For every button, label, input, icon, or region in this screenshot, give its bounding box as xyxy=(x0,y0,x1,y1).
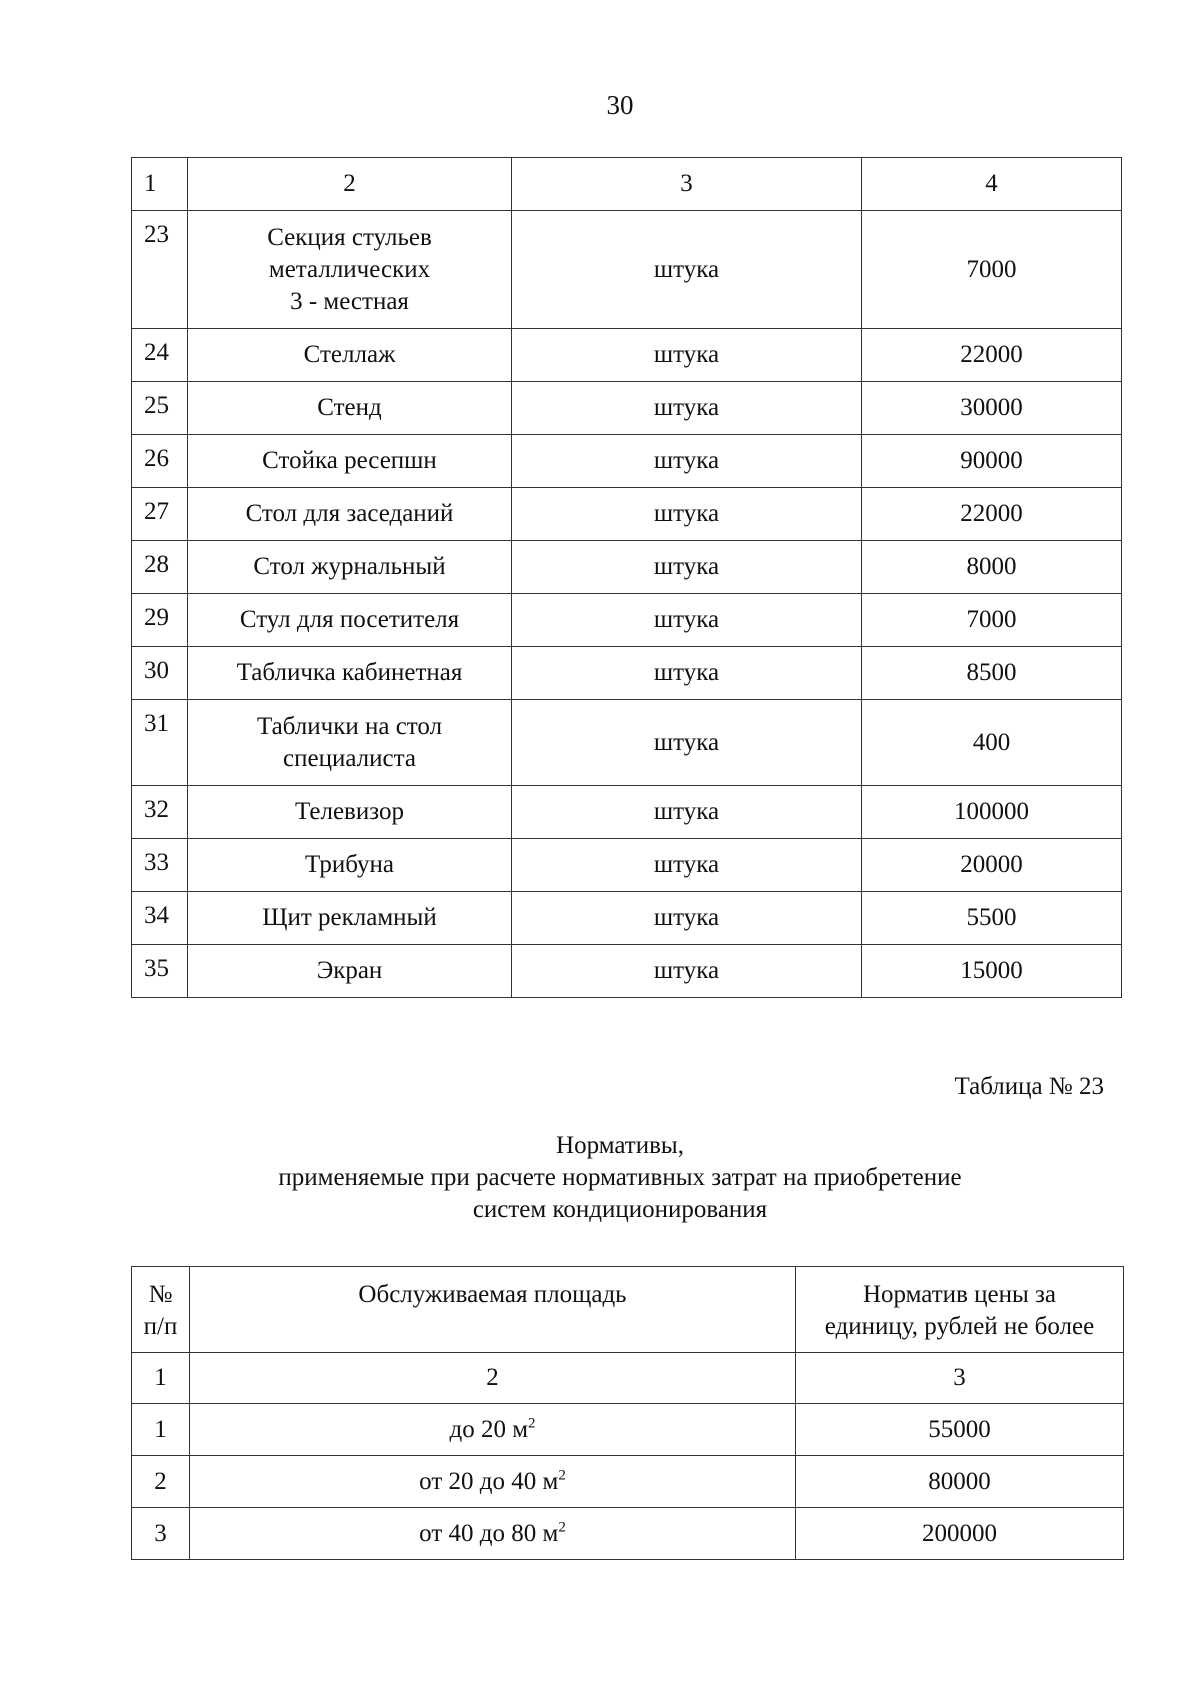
item-unit: штука xyxy=(512,945,862,998)
item-price: 15000 xyxy=(862,945,1122,998)
item-price: 20000 xyxy=(862,839,1122,892)
table-row xyxy=(132,382,1122,435)
item-name-line: Телевизор xyxy=(295,798,404,825)
item-price: 8000 xyxy=(862,541,1122,594)
table-row xyxy=(132,541,1122,594)
item-unit: штука xyxy=(512,211,862,329)
item-price: 22000 xyxy=(862,329,1122,382)
item-unit: штука xyxy=(512,382,862,435)
item-name xyxy=(188,647,512,700)
item-name-line: Стол журнальный xyxy=(253,553,446,580)
table-row xyxy=(132,839,1122,892)
table-title-line: Нормативы, xyxy=(556,1132,684,1159)
table-header-row xyxy=(132,1267,1124,1353)
item-unit: штука xyxy=(512,541,862,594)
item-name xyxy=(188,839,512,892)
row-number: 25 xyxy=(132,382,188,435)
item-name-line: металлических xyxy=(268,255,431,283)
row-number: 3 xyxy=(132,1508,190,1560)
item-name-line: Стеллаж xyxy=(303,341,396,368)
unit-exponent: 2 xyxy=(528,1415,536,1432)
row-number: 26 xyxy=(132,435,188,488)
item-name xyxy=(188,945,512,998)
numbering-cell: 2 xyxy=(190,1353,796,1404)
table-row xyxy=(132,329,1122,382)
table-row xyxy=(132,594,1122,647)
item-price: 90000 xyxy=(862,435,1122,488)
item-name xyxy=(188,541,512,594)
page-number: 30 xyxy=(606,90,634,120)
table-row xyxy=(132,700,1122,786)
price-norm: 200000 xyxy=(796,1508,1124,1560)
header-cell: 3 xyxy=(512,158,862,211)
item-name xyxy=(188,488,512,541)
row-number: 28 xyxy=(132,541,188,594)
item-unit: штука xyxy=(512,700,862,786)
served-area-text: до 20 м xyxy=(449,1415,529,1443)
header-text: единицу, рублей не более xyxy=(824,1313,1095,1340)
item-unit: штука xyxy=(512,488,862,541)
header-cell: 2 xyxy=(188,158,512,211)
row-number: 1 xyxy=(132,1404,190,1456)
item-price: 400 xyxy=(862,700,1122,786)
item-unit: штука xyxy=(512,647,862,700)
table-title-line: систем кондиционирования xyxy=(472,1196,768,1223)
furniture-price-table xyxy=(131,157,1122,998)
table-title xyxy=(0,1130,1200,1226)
table-row xyxy=(132,1456,1124,1508)
row-number: 31 xyxy=(132,700,188,786)
item-name xyxy=(188,700,512,786)
price-norm: 55000 xyxy=(796,1404,1124,1456)
served-area xyxy=(190,1456,796,1508)
item-name-line: Таблички на стол xyxy=(256,712,443,740)
table-row xyxy=(132,211,1122,329)
table-row xyxy=(132,945,1122,998)
item-name xyxy=(188,786,512,839)
numbering-cell: 3 xyxy=(796,1353,1124,1404)
item-name xyxy=(188,329,512,382)
row-number: 24 xyxy=(132,329,188,382)
header-text: № xyxy=(148,1281,173,1308)
unit-exponent: 2 xyxy=(558,1519,566,1536)
item-name-line: Щит рекламный xyxy=(262,904,437,931)
item-name-line: Стойка ресепшн xyxy=(262,447,437,474)
served-area xyxy=(190,1404,796,1456)
table-numbering-row xyxy=(132,1353,1124,1404)
unit-exponent: 2 xyxy=(558,1467,566,1484)
item-price: 7000 xyxy=(862,594,1122,647)
item-name-line: Секция стульев xyxy=(267,223,432,251)
header-cell-price xyxy=(796,1267,1124,1353)
item-name-line: специалиста xyxy=(283,744,416,772)
row-number: 32 xyxy=(132,786,188,839)
table-title-line: применяемые при расчете нормативных затрат на приобретение xyxy=(278,1164,962,1191)
row-number: 27 xyxy=(132,488,188,541)
item-name xyxy=(188,382,512,435)
served-area xyxy=(190,1508,796,1560)
item-unit: штука xyxy=(512,435,862,488)
row-number: 35 xyxy=(132,945,188,998)
item-price: 7000 xyxy=(862,211,1122,329)
item-unit: штука xyxy=(512,839,862,892)
item-name xyxy=(188,211,512,329)
header-cell: 4 xyxy=(862,158,1122,211)
item-price: 30000 xyxy=(862,382,1122,435)
table-caption: Таблица № 23 xyxy=(954,1073,1104,1100)
item-price: 8500 xyxy=(862,647,1122,700)
served-area-text: от 40 до 80 м xyxy=(419,1519,559,1547)
table-row xyxy=(132,1404,1124,1456)
header-cell-area: Обслуживаемая площадь xyxy=(190,1267,796,1353)
item-unit: штука xyxy=(512,892,862,945)
item-price: 22000 xyxy=(862,488,1122,541)
item-unit: штука xyxy=(512,594,862,647)
row-number: 34 xyxy=(132,892,188,945)
header-cell: 1 xyxy=(132,158,188,211)
header-cell-number xyxy=(132,1267,190,1353)
served-area-text: от 20 до 40 м xyxy=(419,1467,559,1495)
item-price: 100000 xyxy=(862,786,1122,839)
header-text: Норматив цены за xyxy=(862,1281,1056,1308)
row-number: 30 xyxy=(132,647,188,700)
item-name xyxy=(188,892,512,945)
numbering-cell: 1 xyxy=(132,1353,190,1404)
air-conditioning-price-table xyxy=(131,1266,1124,1560)
table-row xyxy=(132,488,1122,541)
header-text: п/п xyxy=(143,1313,178,1340)
row-number: 33 xyxy=(132,839,188,892)
item-name xyxy=(188,435,512,488)
item-name-line: Экран xyxy=(316,957,383,984)
table-row xyxy=(132,1508,1124,1560)
item-name-line: Стул для посетителя xyxy=(239,606,460,633)
item-name-line: Стенд xyxy=(317,394,382,421)
row-number: 23 xyxy=(132,211,188,329)
table-row xyxy=(132,892,1122,945)
table-row xyxy=(132,786,1122,839)
row-number: 2 xyxy=(132,1456,190,1508)
item-name-line: Стол для заседаний xyxy=(245,500,454,527)
item-name-line: Табличка кабинетная xyxy=(236,659,463,686)
item-unit: штука xyxy=(512,786,862,839)
item-price: 5500 xyxy=(862,892,1122,945)
table-row xyxy=(132,647,1122,700)
table-header-row xyxy=(132,158,1122,211)
table-row xyxy=(132,435,1122,488)
row-number: 29 xyxy=(132,594,188,647)
item-name-line: Трибуна xyxy=(305,851,394,878)
item-name xyxy=(188,594,512,647)
price-norm: 80000 xyxy=(796,1456,1124,1508)
item-name-line: 3 - местная xyxy=(290,287,409,315)
item-unit: штука xyxy=(512,329,862,382)
